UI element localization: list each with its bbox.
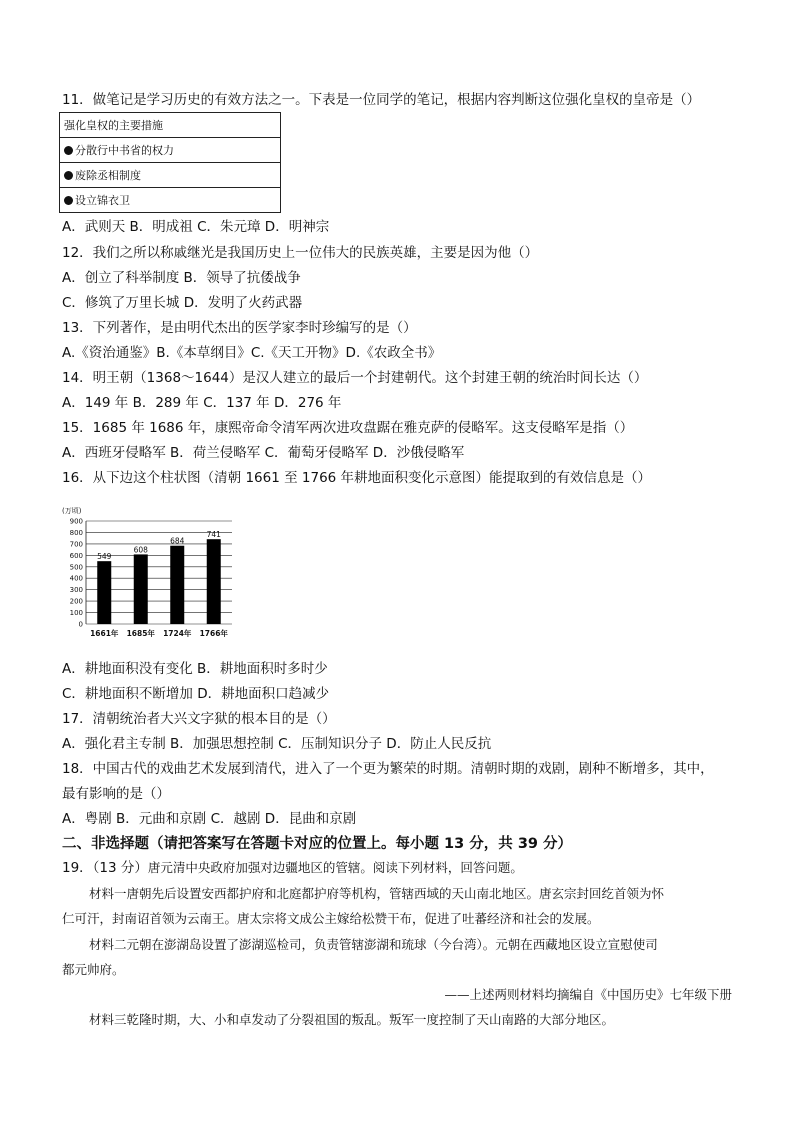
bar-value-label: 608 <box>133 545 148 555</box>
q18-stem-line2: 最有影响的是（） <box>62 786 170 802</box>
material-2-line2: 都元帅府。 <box>62 962 125 977</box>
bar-value-label: 549 <box>97 552 112 562</box>
material-3-line1: 材料三乾隆时期，大、小和卓发动了分裂祖国的叛乱。叛军一度控制了天山南路的大部分地区。 <box>89 1012 615 1027</box>
notes-table-row: 设立锦衣卫 <box>60 188 281 213</box>
notes-table-header: 强化皇权的主要措施 <box>60 113 281 138</box>
y-tick-label: 600 <box>69 551 83 560</box>
material-1-line1: 材料一唐朝先后设置安西都护府和北庭都护府等机构，管辖西域的天山南北地区。唐玄宗封回纥首领为怀 <box>89 886 665 901</box>
q18-options: A．粤剧 B．元曲和京剧 C．越剧 D．昆曲和京剧 <box>62 811 357 827</box>
q16-stem: 16．从下边这个柱状图（清朝 1661 至 1766 年耕地面积变化示意图）能提取到的有效信息是（） <box>62 470 652 486</box>
material-1-line2: 仁可汗，封南诏首领为云南王。唐太宗将文成公主嫁给松赞干布，促进了吐蕃经济和社会的发展。 <box>62 911 600 926</box>
q11-stem: 11．做笔记是学习历史的有效方法之一。下表是一位同学的笔记，根据内容判断这位强化皇权的皇帝是（） <box>62 92 701 108</box>
q15-stem: 15．1685 年 1686 年，康熙帝命令清军两次进攻盘踞在雅克萨的侵略军。这支侵略军是指（） <box>62 420 634 436</box>
q13-stem: 13．下列著作，是由明代杰出的医学家李时珍编写的是（） <box>62 320 417 336</box>
q19-stem: 19．（13 分）唐元清中央政府加强对边疆地区的管辖。阅读下列材料，回答问题。 <box>62 860 523 876</box>
q17-stem: 17．清朝统治者大兴文字狱的根本目的是（） <box>62 711 336 727</box>
x-category-label: 1766年 <box>199 629 228 638</box>
q15-options: A．西班牙侵略军 B．荷兰侵略军 C．葡萄牙侵略军 D．沙俄侵略军 <box>62 445 465 461</box>
q12-stem: 12．我们之所以称戚继光是我国历史上一位伟大的民族英雄，主要是因为他（） <box>62 245 539 261</box>
q18-stem-line1: 18．中国古代的戏曲艺术发展到清代，进入了一个更为繁荣的时期。清朝时期的戏剧，剧种不断增多，其中， <box>62 761 714 777</box>
x-category-label: 1661年 <box>90 629 119 638</box>
q16-options-2: C．耕地面积不断增加 D．耕地面积口趋减少 <box>62 686 330 702</box>
y-axis-unit-label: (万顷) <box>62 507 82 515</box>
y-tick-label: 900 <box>69 517 83 526</box>
y-tick-label: 500 <box>69 563 83 572</box>
bullet-icon <box>64 146 73 155</box>
bar <box>97 561 111 624</box>
q11-options: A．武则天 B．明成祖 C．朱元璋 D．明神宗 <box>62 219 330 235</box>
notes-table <box>59 112 281 213</box>
bullet-icon <box>64 196 73 205</box>
farmland-bar-chart <box>60 503 240 645</box>
material-source: ——上述两则材料均摘编自《中国历史》七年级下册 <box>444 987 732 1002</box>
y-tick-label: 300 <box>69 586 83 595</box>
bar-value-label: 684 <box>170 536 185 546</box>
notes-table-row: 废除丞相制度 <box>60 163 281 188</box>
y-tick-label: 800 <box>69 528 83 537</box>
y-tick-label: 0 <box>78 620 83 629</box>
y-tick-label: 400 <box>69 574 83 583</box>
q12-options-2: C．修筑了万里长城 D．发明了火药武器 <box>62 295 303 311</box>
bullet-icon <box>64 171 73 180</box>
x-category-label: 1724年 <box>163 629 192 638</box>
q16-options-1: A．耕地面积没有变化 B．耕地面积时多时少 <box>62 661 328 677</box>
q14-options: A．149 年 B．289 年 C．137 年 D．276 年 <box>62 395 342 411</box>
bar <box>207 539 221 624</box>
material-2-line1: 材料二元朝在澎湖岛设置了澎湖巡检司，负责管辖澎湖和琉球（今台湾）。元朝在西藏地区设立宣慰使司 <box>89 937 658 952</box>
notes-table-row: 分散行中书省的权力 <box>60 138 281 163</box>
bar-value-label: 741 <box>206 530 221 540</box>
x-category-label: 1685年 <box>126 629 155 638</box>
y-tick-label: 200 <box>69 597 83 606</box>
q14-stem: 14．明王朝（1368～1644）是汉人建立的最后一个封建朝代。这个封建王朝的统治时间长达（） <box>62 370 648 386</box>
y-tick-label: 100 <box>69 609 83 618</box>
q17-options: A．强化君主专制 B．加强思想控制 C．压制知识分子 D．防止人民反抗 <box>62 736 492 752</box>
section-heading: 二、非选择题（请把答案写在答题卡对应的位置上。每小题 13 分，共 39 分） <box>62 836 573 852</box>
q12-options-1: A．创立了科举制度 B．领导了抗倭战争 <box>62 270 301 286</box>
bar <box>170 546 184 624</box>
y-tick-label: 700 <box>69 540 83 549</box>
bar <box>134 554 148 624</box>
q13-options: A.《资治通鉴》B.《本草纲目》C.《天工开物》D.《农政全书》 <box>62 345 442 361</box>
